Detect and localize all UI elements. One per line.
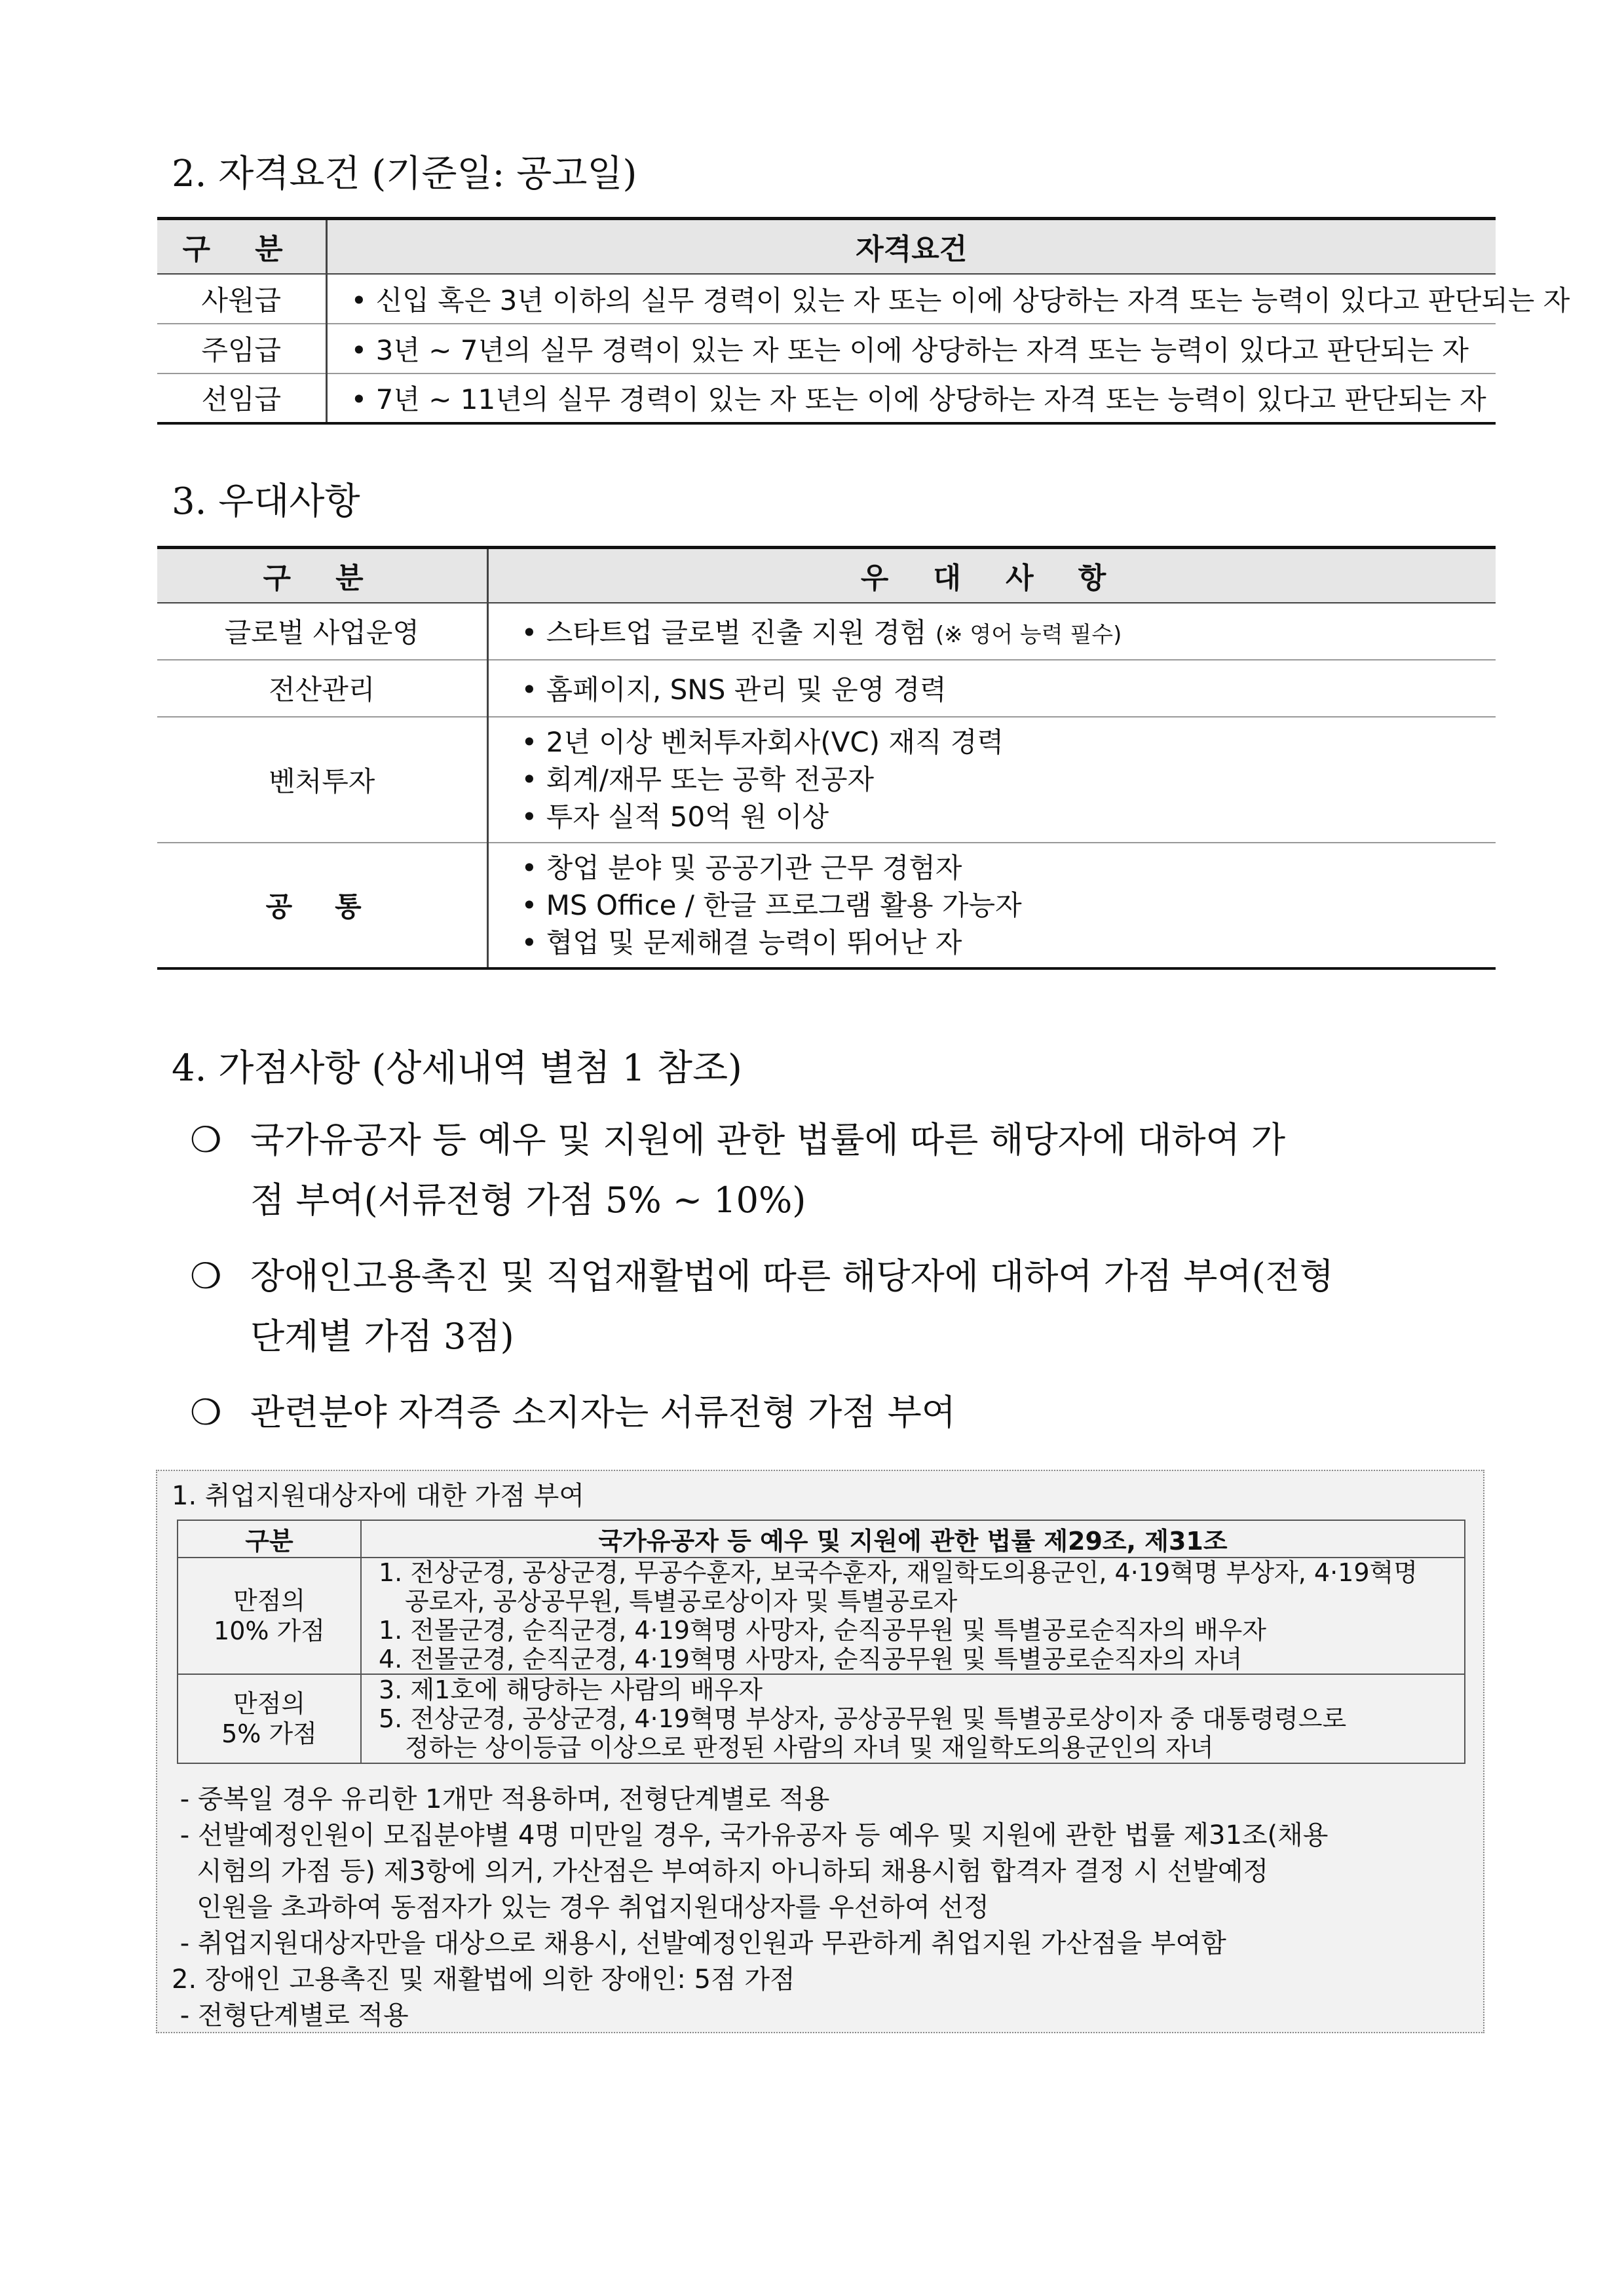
preference-item: • MS Office / 한글 프로그램 활용 가능자 (521, 889, 1022, 921)
note-line: - 중복일 경우 유리한 1개만 적용하며, 전형단계별로 적용 (172, 1784, 830, 1814)
merit-header-category: 구분 (178, 1520, 361, 1558)
section4-heading: 4. 가점사항 (상세내역 별첨 1 참조) (172, 1047, 742, 1090)
qualification-table (157, 217, 1570, 425)
table-row (157, 843, 1496, 968)
section2-heading: 2. 자격요건 (기준일: 공고일) (172, 153, 637, 195)
grade-label: 선임급 (157, 373, 326, 423)
bonus-item (190, 1383, 956, 1443)
eligible-list: 3. 제1호에 해당하는 사람의 배우자 5. 전상군경, 공상군경, 4·19혁명 부상자, 공상공무원 및 특별공로상이자 중 대통령령으로 정하는 상이등급 이상으로 판정된 사람의 자녀 및 재일학도의용군인의 자녀 (361, 1674, 1465, 1763)
preference-item: • 협업 및 문제해결 능력이 뛰어난 자 (521, 926, 962, 959)
preference-table (157, 546, 1496, 970)
table-row (157, 603, 1496, 660)
circle-bullet-icon: ❍ (190, 1119, 222, 1160)
requirement-text: • 3년 ~ 7년의 실무 경력이 있는 자 또는 이에 상당하는 자격 또는 능력이 있다고 판단되는 자 (326, 324, 1496, 373)
preference-items (487, 843, 1496, 968)
category-label: 전산관리 (157, 660, 487, 717)
category-label: 공 통 (157, 843, 487, 968)
note-line: 인원을 초과하여 동점자가 있는 경우 취업지원대상자를 우선하여 선정 (172, 1892, 989, 1923)
circle-bullet-icon: ❍ (190, 1255, 222, 1297)
merit-header-law: 국가유공자 등 예우 및 지원에 관한 법률 제29조, 제31조 (361, 1520, 1465, 1558)
bonus-item-line: 장애인고용촉진 및 직업재활법에 따른 해당자에 대하여 가점 부여(전형 (250, 1255, 1334, 1297)
table-row (157, 324, 1496, 373)
bonus-item-line: 단계별 가점 3점) (250, 1316, 514, 1357)
eligible-list: 1. 전상군경, 공상군경, 무공수훈자, 보국수훈자, 재일학도의용군인, 4·19혁명 부상자, 4·19혁명 공로자, 공상공무원, 특별공로상이자 및 특별공로자 1. 전몰군경, 순직군경, 4·19혁명 사망자, 순직공무원 및 특별공로순직자의 배우자 4. 전몰군경, 순직군경, 4·19혁명 사망자, 순직공무원 및 특별공로순직자의 자녀 (361, 1558, 1465, 1674)
requirement-text: • 신입 혹은 3년 이하의 실무 경력이 있는 자 또는 이에 상당하는 자격 또는 능력이 있다고 판단되는 자 (326, 274, 1496, 324)
preference-header-items: 우 대 사 항 (487, 548, 1496, 603)
preference-items (487, 660, 1496, 717)
requirement-text: • 7년 ~ 11년의 실무 경력이 있는 자 또는 이에 상당하는 자격 또는 능력이 있다고 판단되는 자 (326, 373, 1496, 423)
bonus-item-line: 국가유공자 등 예우 및 지원에 관한 법률에 따른 해당자에 대하여 가 (250, 1119, 1286, 1160)
notebox-title: 1. 취업지원대상자에 대한 가점 부여 (172, 1481, 584, 1511)
qualification-header-category: 구 분 (157, 219, 326, 274)
preference-header-category: 구 분 (157, 548, 487, 603)
merit-bonus-table (177, 1520, 1465, 1764)
grade-label: 사원급 (157, 274, 326, 324)
preference-note: (※ 영어 능력 필수) (935, 622, 1122, 648)
preference-item: • 회계/재무 또는 공학 전공자 (521, 763, 875, 795)
note-line: - 취업지원대상자만을 대상으로 채용시, 선발예정인원과 무관하게 취업지원 가산점을 부여함 (172, 1928, 1226, 1959)
preference-item: • 스타트업 글로벌 진출 지원 경험 (521, 617, 927, 649)
grade-label: 주임급 (157, 324, 326, 373)
note-line: - 전형단계별로 적용 (172, 2000, 409, 2031)
category-label: 글로벌 사업운영 (157, 603, 487, 660)
preference-item: • 2년 이상 벤처투자회사(VC) 재직 경력 (521, 726, 1004, 758)
note-line: 시험의 가점 등) 제3항에 의거, 가산점은 부여하지 아니하되 채용시험 합격자 결정 시 선발예정 (172, 1856, 1269, 1886)
bonus-item-line: 점 부여(서류전형 가점 5% ~ 10%) (250, 1179, 806, 1221)
table-row (157, 274, 1496, 324)
circle-bullet-icon: ❍ (190, 1392, 222, 1433)
bonus-item-line: 관련분야 자격증 소지자는 서류전형 가점 부여 (250, 1392, 956, 1433)
note-line: 2. 장애인 고용촉진 및 재활법에 의한 장애인: 5점 가점 (172, 1964, 795, 1995)
table-row (157, 717, 1496, 843)
category-label: 벤처투자 (157, 717, 487, 843)
bonus-level-label: 만점의 5% 가점 (178, 1674, 361, 1763)
preference-items (487, 603, 1496, 660)
table-row (178, 1674, 1465, 1763)
bonus-item (190, 1110, 1285, 1231)
bonus-level-label: 만점의 10% 가점 (178, 1558, 361, 1674)
preference-items (487, 717, 1496, 843)
detail-note-box (156, 1470, 1484, 2033)
note-line: - 선발예정인원이 모집분야별 4명 미만일 경우, 국가유공자 등 예우 및 지원에 관한 법률 제31조(채용 (172, 1820, 1329, 1850)
section3-heading: 3. 우대사항 (172, 480, 360, 523)
qualification-header-requirement: 자격요건 (326, 219, 1496, 274)
bonus-item (190, 1246, 1334, 1367)
preference-item: • 홈페이지, SNS 관리 및 운영 경력 (521, 674, 947, 706)
table-row (178, 1558, 1465, 1674)
preference-item: • 창업 분야 및 공공기관 근무 경험자 (521, 851, 962, 884)
table-row (157, 660, 1496, 717)
preference-item: • 투자 실적 50억 원 이상 (521, 801, 829, 833)
table-row (157, 373, 1496, 423)
